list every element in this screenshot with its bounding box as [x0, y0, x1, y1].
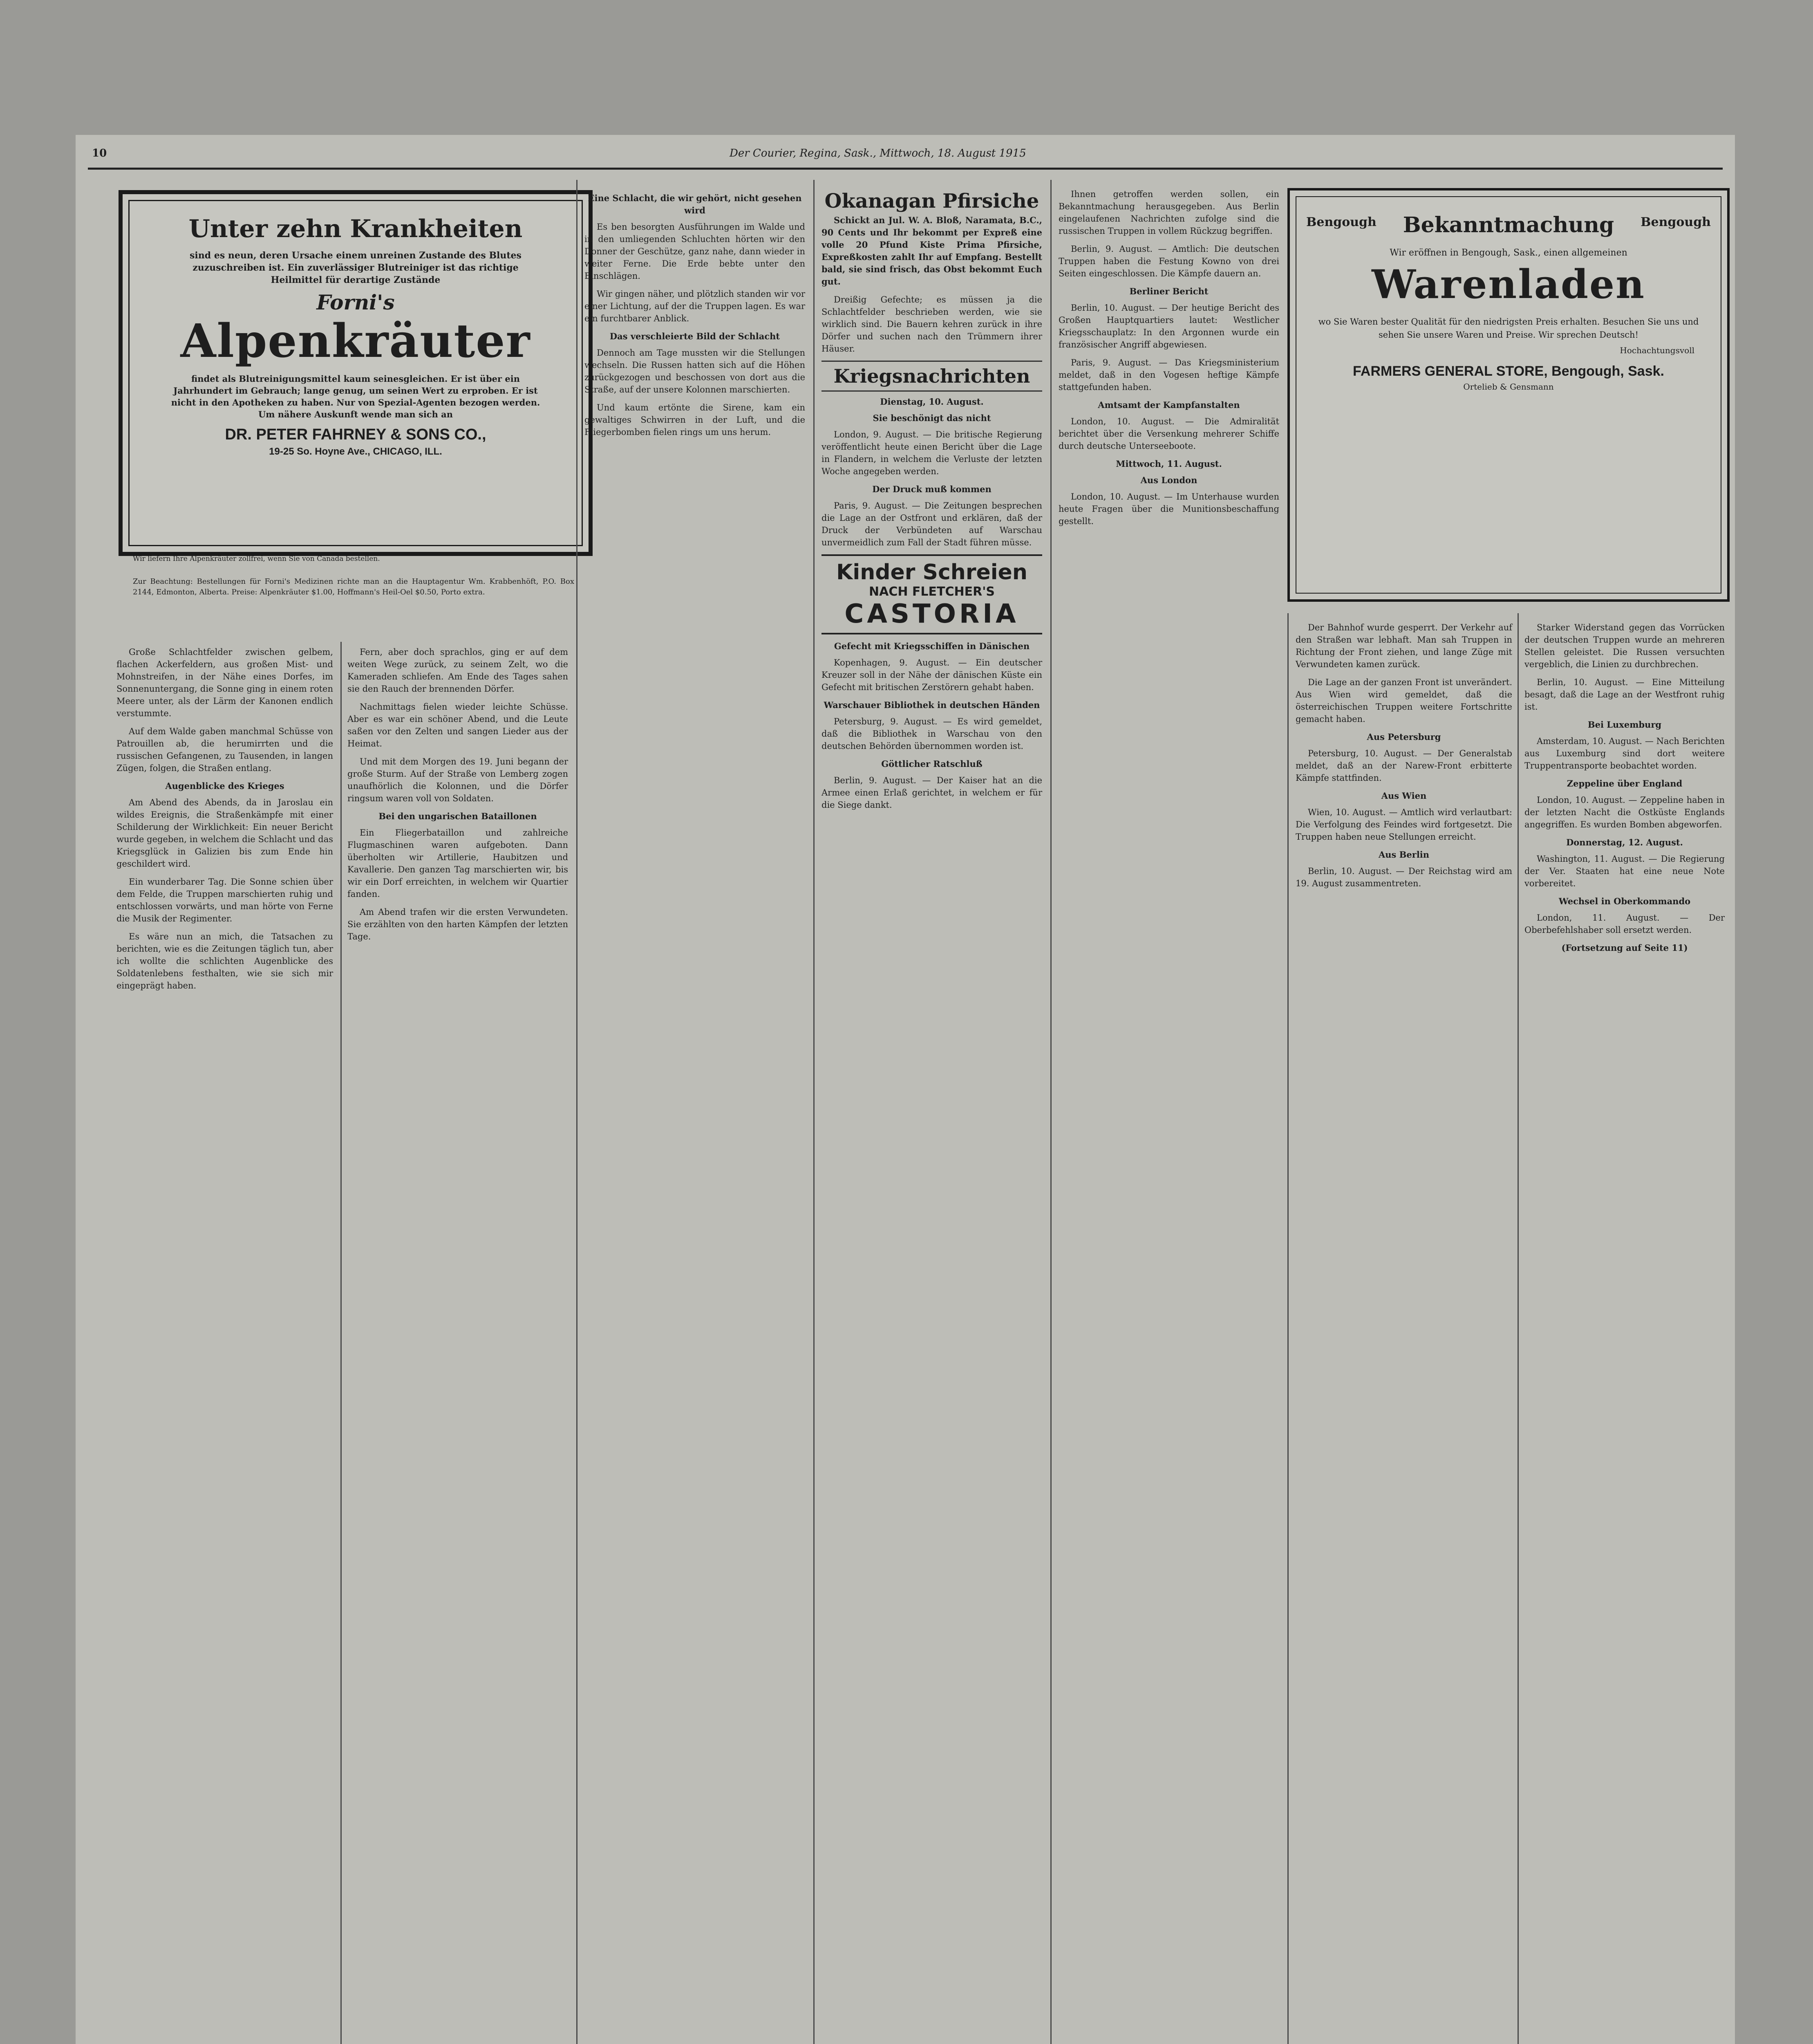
castoria-line1: Kinder Schreien [836, 560, 1027, 585]
col7-heading: Zeppeline über England [1567, 778, 1683, 789]
column-rule [340, 642, 342, 2044]
col6-paragraph: Wien, 10. August. — Amtlich wird verlautbart: Die Verfolgung des Feindes wird fortgesetzt. Die Truppen haben neue Stellungen erreicht. [1296, 807, 1512, 842]
forni-address: 19-25 So. Hoyne Ave., CHICAGO, ILL. [269, 446, 442, 457]
col6-heading: Aus Petersburg [1367, 732, 1441, 742]
col5-heading: Amtsamt der Kampfanstalten [1098, 400, 1240, 410]
forni-company: DR. PETER FAHRNEY & SONS CO., [225, 426, 486, 443]
col6-paragraph: Die Lage an der ganzen Front ist unverändert. Aus Wien wird gemeldet, daß die österreichischen Truppen weitere Fortschritte gemacht haben. [1296, 677, 1512, 724]
forni-body: findet als Blutreinigungsmittel kaum seinesgleichen. Er ist über ein Jahrhundert im Gebrauch; lange genug, um seinen Wert zu erproben. Er ist nicht in den Apotheken zu haben. Nur von Spezial-Agenten bezogen werden. Um nähere Auskunft wende man sich an [171, 374, 540, 419]
col3-heading: Eine Schlacht, die wir gehört, nicht gesehen wird [588, 193, 802, 215]
okanagan-ad-body: Schickt an Jul. W. A. Bloß, Naramata, B.C., 90 Cents und Ihr bekommt per Expreß eine volle 20 Pfund Kiste Prima Pfirsiche, Expreßkosten zahlt Ihr auf Empfang. Bestellt bald, sie sind frisch, das Obst bekommt Euch gut. [821, 215, 1042, 287]
castoria-line2: NACH FLETCHER'S [869, 585, 995, 599]
col3-paragraph: Und kaum ertönte die Sirene, kam ein gewaltiges Schwirren in der Luft, und die Fliegerbomben fielen rings um uns herum. [584, 403, 805, 437]
col4-paragraph: Petersburg, 9. August. — Es wird gemeldet, daß die Bibliothek in Warschau von den deutschen Behörden übernommen worden ist. [821, 717, 1042, 751]
col3-paragraph: Wir gingen näher, und plötzlich standen wir vor einer Lichtung, auf der die Truppen lagen. Es war ein furchtbarer Anblick. [584, 289, 805, 323]
forni-brand: Forni's [316, 290, 395, 314]
bengough-body: wo Sie Waren bester Qualität für den niedrigsten Preis erhalten. Besuchen Sie uns und sehen Sie unsere Waren und Preise. Wir sprechen Deutsch! [1318, 317, 1699, 340]
column-rule [813, 180, 815, 2044]
column-2 [347, 646, 568, 948]
col5-paragraph: Berlin, 9. August. — Amtlich: Die deutschen Truppen haben die Festung Kowno von drei Seiten eingeschlossen. Die Kämpfe dauern an. [1059, 244, 1279, 278]
col5-heading: Berliner Bericht [1129, 286, 1209, 296]
col4-subheading: Göttlicher Ratschluß [881, 759, 983, 769]
col5-paragraph: London, 10. August. — Im Unterhause wurden heute Fragen über die Munitionsbeschaffung gestellt. [1059, 492, 1279, 526]
page-header [76, 135, 1735, 159]
forni-headline: Unter zehn Krankheiten [188, 215, 523, 243]
col4-paragraph: Paris, 9. August. — Die Zeitungen besprechen die Lage an der Ostfront und erklären, daß der Druck der Verbündeten auf Warschau unvermeidlich zum Fall der Stadt führen müsse. [821, 501, 1042, 547]
col3-heading: Das verschleierte Bild der Schlacht [609, 331, 780, 341]
bengough-ad [1287, 188, 1730, 602]
castoria-ad [821, 554, 1042, 634]
col7-paragraph: London, 11. August. — Der Oberbefehlshaber soll ersetzt werden. [1524, 913, 1725, 935]
header-rule [88, 168, 1723, 170]
col4-paragraph: Berlin, 9. August. — Der Kaiser hat an die Armee einen Erlaß gerichtet, in welchem er für die Siege dankt. [821, 775, 1042, 810]
column-rule [576, 180, 577, 2044]
col7-heading: Bei Luxemburg [1587, 719, 1662, 730]
col1-paragraph: Am Abend des Abends, da in Jaroslau ein wildes Ereignis, die Straßenkämpfe mit einer Schilderung der Wirklichkeit: Ein neuer Bericht wurde gegeben, in welchem die Schlacht und das Kriegsglück in Galizien bis zum Ende hin geschildert wird. [116, 798, 333, 869]
col2-heading: Bei den ungarischen Bataillonen [378, 811, 537, 821]
zur-beachtung-notice: Zur Beachtung: Bestellungen für Forni's Medizinen richte man an die Hauptagentur Wm. Krabbenhöft, P.O. Box 2144, Edmonton, Alberta. Preise: Alpenkräuter $1.00, Hoffmann's Heil-Oel $0.50, Porto extra. [133, 577, 574, 596]
col4-subheading: Gefecht mit Kriegsschiffen in Dänischen [834, 641, 1030, 651]
col2-paragraph: Nachmittags fielen wieder leichte Schüsse. Aber es war ein schöner Abend, und die Leute saßen vor den Zelten und sangen Lieder aus der Heimat. [347, 702, 568, 749]
col2-paragraph: Am Abend trafen wir die ersten Verwundeten. Sie erzählten von den harten Kämpfen der letzten Tage. [347, 907, 568, 941]
col4-paragraph: Kopenhagen, 9. August. — Ein deutscher Kreuzer soll in der Nähe der dänischen Küste ein Gefecht mit britischen Zerstörern gehabt haben. [821, 658, 1042, 692]
forni-product: Alpenkräuter [180, 314, 531, 368]
col1-paragraph: Es wäre nun an mich, die Tatsachen zu berichten, wie es die Zeitungen täglich tun, aber ich wollte die schlichten Augenblicke des Soldatenlebens festhalten, wie sie sich mir eingeprägt haben. [116, 932, 333, 991]
continued-note: (Fortsetzung auf Seite 11) [1561, 943, 1688, 953]
col1-paragraph: Ein wunderbarer Tag. Die Sonne schien über dem Felde, die Truppen marschierten ruhig und entschlossen vorwärts, und man hörte von Ferne die Musik der Regimenter. [116, 877, 333, 923]
col6-heading: Aus Berlin [1378, 849, 1430, 860]
forni-footnote: Wir liefern Ihre Alpenkräuter zollfrei, wenn Sie von Canada bestellen. [133, 555, 380, 563]
forni-lead: sind es neun, deren Ursache einem unreinen Zustande des Blutes zuzuschreiben ist. Ein zuverlässiger Blutreiniger ist das richtige Heilmittel für derartige Zustände [190, 250, 522, 285]
column-6 [1296, 621, 1512, 895]
column-4 [821, 188, 1042, 817]
date-heading: Donnerstag, 12. August. [1566, 837, 1683, 847]
col4-subheading: Warschauer Bibliothek in deutschen Händen [824, 700, 1040, 710]
castoria-line3: CASTORIA [844, 599, 1019, 629]
col5-paragraph: Paris, 9. August. — Das Kriegsministerium meldet, daß in den Vogesen heftige Kämpfe stattgefunden haben. [1059, 358, 1279, 392]
bengough-town-right: Bengough [1641, 215, 1711, 229]
column-rule [1287, 613, 1289, 2044]
col1-paragraph: Große Schlachtfelder zwischen gelbem, flachen Ackerfeldern, aus großen Mist- und Mohnstreifen, in der Nähe eines Dorfes, im Sonnenuntergang, die Sonne ging in einem roten Meere unter, als der Lärm der Kanonen endlich verstummte. [116, 647, 333, 718]
forni-ad [119, 190, 593, 556]
col3-paragraph: Dennoch am Tage mussten wir die Stellungen wechseln. Die Russen hatten sich auf die Höhen zurückgezogen und beschossen von dort aus die Straße, auf der unsere Kolonnen marschierten. [584, 348, 805, 394]
okanagan-ad-title: Okanagan Pfirsiche [824, 190, 1039, 213]
bengough-owners: Ortelieb & Gensmann [1463, 382, 1554, 392]
col6-heading: Aus Wien [1381, 791, 1427, 801]
col5-heading: Aus London [1140, 475, 1197, 485]
bengough-store: FARMERS GENERAL STORE, Bengough, Sask. [1353, 363, 1664, 379]
col7-paragraph: London, 10. August. — Zeppeline haben in der letzten Nacht die Ostküste Englands angegriffen. Es wurden Bomben abgeworfen. [1524, 795, 1725, 829]
date-heading: Dienstag, 10. August. [880, 397, 984, 407]
col2-paragraph: Und mit dem Morgen des 19. Juni begann der große Sturm. Auf der Straße von Lemberg zogen unaufhörlich die Kolonnen, und die Dörfer ringsum waren voll von Soldaten. [347, 757, 568, 803]
col1-heading: Augenblicke des Krieges [165, 781, 284, 791]
col5-paragraph: London, 10. August. — Die Admiralität berichtet über die Versenkung mehrerer Schiffe durch deutsche Unterseeboote. [1059, 417, 1279, 451]
col2-paragraph: Fern, aber doch sprachlos, ging er auf dem weiten Wege zurück, zu seinem Zelt, wo die Kameraden schliefen. Am Ende des Tages sahen sie den Rauch der brennenden Dörfer. [347, 647, 568, 694]
column-rule [1050, 180, 1052, 2044]
bengough-title: Bekanntmachung [1403, 213, 1614, 238]
col6-paragraph: Berlin, 10. August. — Der Reichstag wird am 19. August zusammentreten. [1296, 866, 1512, 888]
date-heading: Mittwoch, 11. August. [1116, 459, 1222, 469]
col7-paragraph: Berlin, 10. August. — Eine Mitteilung besagt, daß die Lage an der Westfront ruhig ist. [1524, 677, 1725, 712]
column-5 [1059, 188, 1279, 533]
kriegsnachrichten-heading: Kriegsnachrichten [821, 361, 1042, 392]
newspaper-page [76, 135, 1735, 2044]
col7-heading: Wechsel in Oberkommando [1558, 896, 1691, 906]
col5-paragraph: Ihnen getroffen werden sollen, ein Bekanntmachung herausgegeben. Aus Berlin eingelaufenen Nachrichten zufolge sind die russischen Truppen in vollem Rückzug begriffen. [1059, 189, 1279, 236]
col5-paragraph: Berlin, 10. August. — Der heutige Bericht des Großen Hauptquartiers lautet: Westlicher Kriegsschauplatz: In den Argonnen wurde ein französischer Angriff abgewiesen. [1059, 303, 1279, 350]
col7-paragraph: Washington, 11. August. — Die Regierung der Ver. Staaten hat eine neue Note vorbereitet. [1524, 854, 1725, 888]
col4-paragraph: Dreißig Gefechte; es müssen ja die Schlachtfelder beschrieben werden, wie sie wirklich sind. Die Bauern kehren zurück in ihre Dörfer und suchen nach den Trümmern ihrer Häuser. [821, 295, 1042, 354]
col6-paragraph: Der Bahnhof wurde gesperrt. Der Verkehr auf den Straßen war lebhaft. Man sah Truppen in Richtung der Front ziehen, und lange Züge mit Verwundeten kamen zurück. [1296, 623, 1512, 669]
page-number: 10 [92, 147, 107, 159]
col7-paragraph: Amsterdam, 10. August. — Nach Berichten aus Luxemburg sind dort weitere Truppentransporte beobachtet worden. [1524, 736, 1725, 771]
col2-paragraph: Ein Fliegerbataillon und zahlreiche Flugmaschinen waren aufgeboten. Dann überholten wir Artillerie, Haubitzen und Kavallerie. Den ganzen Tag marschierten wir, bis wir ein Dorf erreichten, in welchem wir Quartier fanden. [347, 828, 568, 899]
col4-paragraph: London, 9. August. — Die britische Regierung veröffentlicht heute einen Bericht über die Lage in Flandern, in welchem die Verluste der letzten Woche angegeben werden. [821, 430, 1042, 476]
col6-paragraph: Petersburg, 10. August. — Der Generalstab meldet, daß an der Narew-Front erbitterte Kämpfe stattfinden. [1296, 749, 1512, 783]
column-rule [1518, 613, 1519, 2044]
col7-paragraph: Starker Widerstand gegen das Vorrücken der deutschen Truppen wurde an mehreren Stellen geleistet. Die Russen versuchten vergeblich, die Linien zu durchbrechen. [1524, 623, 1725, 669]
bengough-town-left: Bengough [1306, 215, 1377, 229]
col4-subheading: Der Druck muß kommen [872, 484, 992, 494]
column-7 [1524, 621, 1725, 958]
bengough-intro: Wir eröffnen in Bengough, Sask., einen allgemeinen [1390, 248, 1627, 258]
column-1 [116, 646, 333, 997]
bengough-big: Warenladen [1372, 261, 1645, 307]
masthead: Der Courier, Regina, Sask., Mittwoch, 18. August 1915 [730, 147, 1026, 159]
col1-paragraph: Auf dem Walde gaben manchmal Schüsse von Patrouillen ab, die herumirrten und die russischen Gefangenen, zu Tausenden, in langen Zügen, folgen, die Straßen entlang. [116, 726, 333, 773]
col4-subheading: Sie beschönigt das nicht [873, 413, 991, 423]
col3-paragraph: Es ben besorgten Ausführungen im Walde und in den umliegenden Schluchten hörten wir den Donner der Geschütze, ganz nahe, dann wieder in weiter Ferne. Die Erde bebte unter den Einschlägen. [584, 222, 805, 281]
column-3 [584, 188, 805, 444]
bengough-regards: Hochachtungsvoll [1620, 345, 1694, 355]
